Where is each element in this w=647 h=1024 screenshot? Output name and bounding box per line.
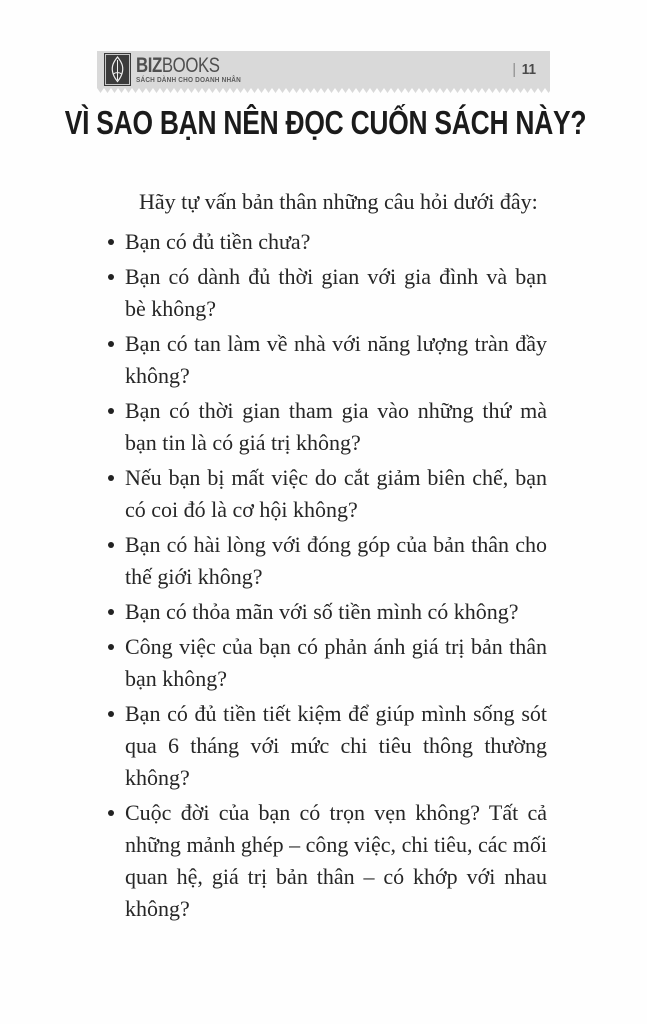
intro-paragraph: Hãy tự vấn bản thân những câu hỏi dưới đây: — [139, 189, 538, 214]
logo-biz: BIZ — [136, 53, 162, 77]
header-bar — [97, 51, 550, 88]
list-item — [125, 261, 547, 325]
list-item — [125, 529, 547, 593]
list-item — [125, 328, 547, 392]
bizbooks-logo — [104, 53, 250, 86]
page-number-value: 11 — [521, 61, 537, 78]
bizbooks-emblem-icon — [104, 53, 131, 86]
question-list — [125, 226, 547, 925]
question-text: Công việc của bạn có phản ánh giá trị bản thân bạn không? — [125, 634, 547, 691]
bullet-icon — [108, 408, 114, 414]
list-item — [125, 596, 547, 628]
chapter-title: VÌ SAO BẠN NÊN ĐỌC CUỐN SÁCH NÀY? — [64, 104, 587, 141]
question-text: Bạn có đủ tiền chưa? — [125, 229, 311, 254]
question-text: Bạn có dành đủ thời gian với gia đình và bạn bè không? — [125, 264, 547, 321]
list-item — [125, 698, 547, 794]
bullet-icon — [108, 475, 114, 481]
question-text: Bạn có thời gian tham gia vào những thứ mà bạn tin là có giá trị không? — [125, 398, 547, 455]
bullet-icon — [108, 341, 114, 347]
question-text: Cuộc đời của bạn có trọn vẹn không? Tất cả những mảnh ghép – công việc, chi tiêu, các mối quan hệ, giá trị bản thân – có khớp với nhau không? — [125, 800, 547, 921]
logo-text — [136, 53, 250, 84]
list-item — [125, 631, 547, 695]
bullet-icon — [108, 542, 114, 548]
page-number — [512, 61, 537, 78]
question-text: Bạn có tan làm về nhà với năng lượng tràn đầy không? — [125, 331, 547, 388]
logo-wordmark — [136, 53, 227, 77]
list-item — [125, 226, 547, 258]
logo-books: BOOKS — [161, 53, 220, 77]
bullet-icon — [108, 711, 114, 717]
bullet-icon — [108, 239, 114, 245]
list-item — [125, 395, 547, 459]
question-text: Bạn có hài lòng với đóng góp của bản thân cho thế giới không? — [125, 532, 547, 589]
question-text: Bạn có thỏa mãn với số tiền mình có không? — [125, 599, 519, 624]
list-item — [125, 797, 547, 925]
bullet-icon — [108, 810, 114, 816]
perforated-edge — [97, 88, 550, 93]
bullet-icon — [108, 609, 114, 615]
page-body — [125, 186, 547, 928]
question-text: Bạn có đủ tiền tiết kiệm để giúp mình sống sót qua 6 tháng với mức chi tiêu thông thường không? — [125, 701, 547, 790]
page-number-separator: | — [512, 61, 517, 78]
bullet-icon — [108, 274, 114, 280]
list-item — [125, 462, 547, 526]
bullet-icon — [108, 644, 114, 650]
logo-tagline: SÁCH DÀNH CHO DOANH NHÂN — [136, 76, 241, 84]
question-text: Nếu bạn bị mất việc do cắt giảm biên chế, bạn có coi đó là cơ hội không? — [125, 465, 547, 522]
